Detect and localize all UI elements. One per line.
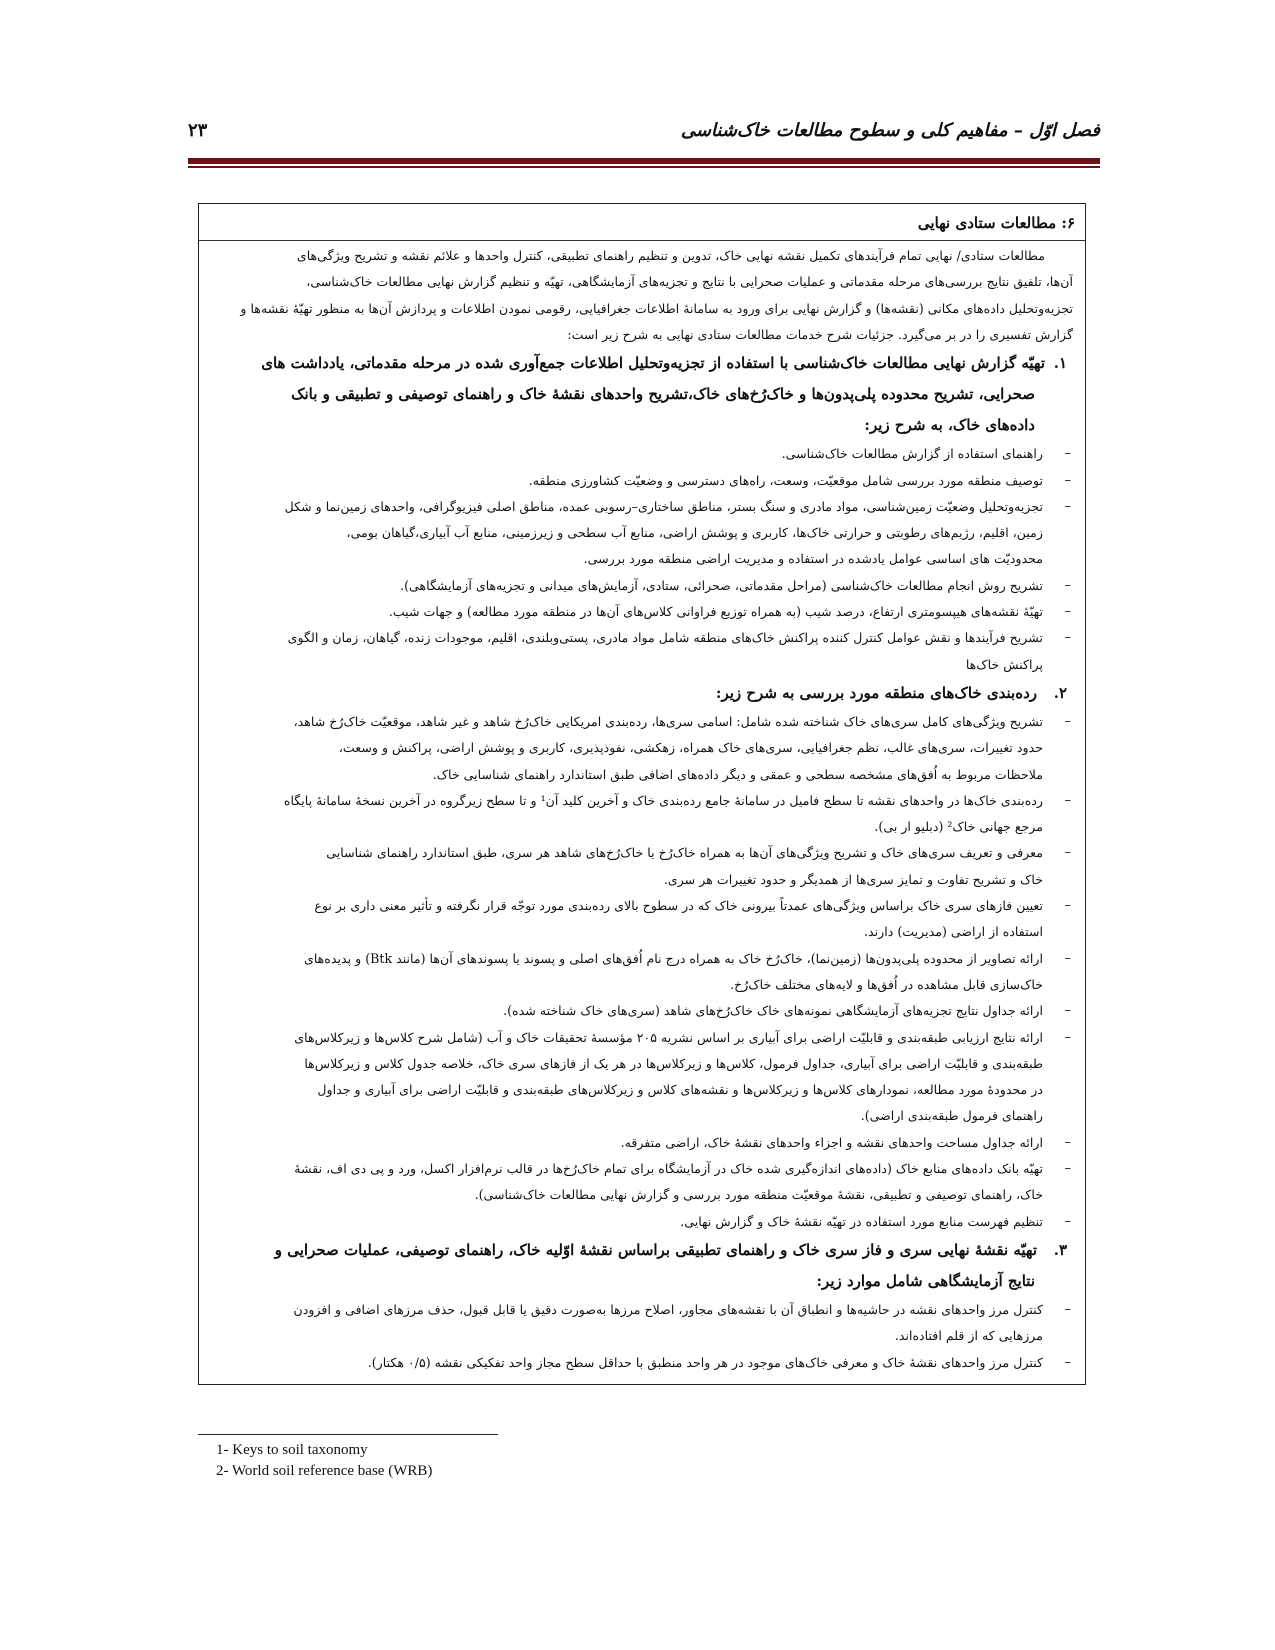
list-item-line: ارائه جداول نتایج تجزیه‌های آزمایشگاهی نمونه‌های خاک خاک‌رُخ‌های شاهد (سری‌های خاک شناخته شده).	[503, 1003, 1043, 1019]
list-item-line: تعیین فازهای سری خاک براساس ویژگی‌های عمدتاً بیرونی خاک که در سطوح بالای رده‌بندی مورد توجّه قرار نگرفته و تأثیر معنی داری بر نوع	[314, 898, 1043, 913]
list-item-line: رده‌بندی خاک‌ها در واحدهای نقشه تا سطح فامیل در سامانهٔ جامع رده‌بندی خاک و آخرین کلید آن¹ و تا سطح زیرگروه در آخرین نسخهٔ سامانهٔ پایگاه	[283, 792, 1043, 808]
intro-line: مطالعات ستادی/ نهایی تمام فرآیندهای تکمیل نقشه نهایی خاک، تدوین و تنظیم راهنمای تطبیقی، کنترل واحدها و علائم نقشه و تشریح ویژگی‌های	[296, 248, 1045, 263]
list-bullet: –	[1064, 498, 1071, 514]
header-rule-thick	[188, 158, 1100, 164]
list-item-line: کنترل مرز واحدهای نقشه در حاشیه‌ها و انطباق آن با نقشه‌های مجاور، اصلاح مرزها به‌صورت دقیق یا قابل قبول، حذف مرزهای اضافی و افزودن	[293, 1301, 1043, 1317]
list-bullet: –	[1064, 1161, 1071, 1176]
list-item-line: تشریح روش انجام مطالعات خاک‌شناسی (مراحل مقدماتی، صحرائی، ستادی، آزمایش‌های میدانی و تجزیه‌های آزمایشگاهی).	[400, 577, 1043, 593]
list-item-line: تنظیم فهرست منابع مورد استفاده در تهیّه نقشهٔ خاک و گزارش نهایی.	[680, 1213, 1043, 1229]
list-item-line: محدودیّت های اساسی عوامل یادشده در استفاده و مدیریت اراضی منطقه مورد بررسی.	[583, 551, 1043, 567]
list-bullet: –	[1064, 950, 1071, 966]
footnote-2: 2- World soil reference base (WRB)	[216, 1463, 433, 1479]
list-item-line: راهنمای استفاده از گزارش مطالعات خاک‌شناسی.	[781, 446, 1043, 462]
box-title: ۶: مطالعات ستادی نهایی	[917, 214, 1075, 232]
list-item-line: تشریح ویژگی‌های کامل سری‌های خاک شناخته شده شامل: اسامی سری‌ها، رده‌بندی امریکایی خاک‌رُخ شاهد و غیر شاهد، موقعیّت خاک‌رُخ شاهد،	[293, 713, 1043, 729]
list-item-line: خاک‌سازی قابل مشاهده در اُفق‌ها و لایه‌های مختلف خاک‌رُخ.	[730, 976, 1043, 992]
list-item-line: طبقه‌بندی و قابلیّت اراضی برای آبیاری، جداول فرمول، کلاس‌ها و زیرکلاس‌ها در هر یک از فازهای سری خاک، خلاصه جدول کلاس و زیرکلاس‌ها	[304, 1055, 1043, 1071]
list-bullet: –	[1064, 1354, 1071, 1370]
page-header	[188, 118, 1100, 148]
section-heading-line: نتایج آزمایشگاهی شامل موارد زیر:	[816, 1271, 1035, 1290]
intro-line: گزارش تفسیری را در بر می‌گیرد. جزئیات شرح خدمات مطالعات ستادی نهایی به شرح زیر است:	[567, 326, 1073, 342]
list-item-line: خاک، راهنمای توصیفی و تطبیقی، نقشهٔ موقعیّت منطقه مورد بررسی و گزارش نهایی مطالعات خاک‌شناسی).	[474, 1187, 1043, 1203]
running-title: فصل اوّل – مفاهیم کلی و سطوح مطالعات خاک‌شناسی	[680, 120, 1100, 141]
list-bullet: –	[1064, 630, 1071, 646]
list-bullet: –	[1064, 1029, 1071, 1045]
list-item-line: تهیّه بانک داده‌های منابع خاک (داده‌های اندازه‌گیری شده خاک در آزمایشگاه برای تمام خاک‌رُخ‌ها در قالب نرم‌افزار اکسل، ورد و پی دی اف، نقشهٔ	[294, 1161, 1043, 1176]
list-item-line: تشریح فرآیندها و نقش عوامل کنترل کننده پراکنش خاک‌های منطقه شامل مواد مادری، پستی‌وبلندی، اقلیم، موجودات زنده، گیاهان، زمان و الگوی	[287, 630, 1043, 646]
intro-line: تجزیه‌وتحلیل داده‌های مکانی (نقشه‌ها) و گزارش نهایی برای ورود به سامانهٔ اطلاعات جغرافیایی، رقومی نمودن اطلاعات و پردازش آن‌ها به منظور تهیّهٔ نقشه‌ها و	[240, 300, 1073, 316]
section-number: ۲.	[1053, 683, 1067, 702]
list-item-line: حدود تغییرات، سری‌های غالب، نظم جغرافیایی، سری‌های خاک همراه، زهکشی، نفوذپذیری، کاربری و پوشش اراضی، پراکنش و وسعت،	[338, 740, 1043, 756]
section-heading-line: تهیّه گزارش نهایی مطالعات خاک‌شناسی با استفاده از تجزیه‌وتحلیل اطلاعات جمع‌آوری شده در مرحله مقدماتی، یادداشت های	[261, 354, 1045, 373]
page-number: ۲۳	[188, 120, 208, 141]
footnote-1: 1- Keys to soil taxonomy	[216, 1442, 368, 1458]
intro-line: آن‌ها، تلفیق نتایج بررسی‌های مرحله مقدماتی و عملیات صحرایی با نتایج و تجزیه‌های آزمایشگاهی، تهیّه و تنظیم گزارش نهایی مطالعات خاک‌شناسی،	[306, 274, 1073, 290]
list-item-line: ارائه جداول مساحت واحدهای نقشه و اجزاء واحدهای نقشهٔ خاک، اراضی متفرقه.	[620, 1134, 1043, 1150]
section-heading-line: رده‌بندی خاک‌های منطقه مورد بررسی به شرح زیر:	[715, 683, 1037, 702]
list-item-line: ارائه تصاویر از محدوده پلی‌پدون‌ها (زمین‌نما)، خاک‌رُخ خاک به همراه درج نام اُفق‌های اصلی و پسوند یا پسوندهای آن‌ها (مانند Btk) و پدیده‌های	[303, 950, 1043, 966]
list-item-line: تجزیه‌وتحلیل وضعیّت زمین‌شناسی، مواد مادری و سنگ بستر، مناطق ساختاری–رسوبی عمده، مناطق اصلی فیزیوگرافی، واحدهای زمین‌نما و شکل	[284, 498, 1043, 514]
list-item-line: ملاحظات مربوط به اُفق‌های مشخصه سطحی و عمقی و دیگر داده‌های اضافی طبق استاندارد راهنمای شناسایی خاک.	[432, 766, 1043, 782]
list-item-line: تهیّهٔ نقشه‌های هیپسومتری ارتفاع، درصد شیب (به همراه توزیع فراوانی کلاس‌های آن‌ها در منطقه مورد مطالعه) و جهات شیب.	[388, 604, 1043, 619]
list-item-line: توصیف منطقه مورد بررسی شامل موقعیّت، وسعت، راه‌های دسترسی و وضعیّت کشاورزی منطقه.	[528, 472, 1043, 488]
list-bullet: –	[1064, 472, 1071, 488]
list-bullet: –	[1064, 604, 1071, 619]
list-item-line: زمین، اقلیم، رژیم‌های رطوبتی و حرارتی خاک‌ها، کاربری و پوشش اراضی، منابع آب سطحی و زیرزمینی، منابع آب آبیاری،گیاهان بومی،	[346, 525, 1043, 541]
list-item-line: پراکنش خاک‌ها	[965, 656, 1043, 672]
list-bullet: –	[1064, 713, 1071, 729]
list-bullet: –	[1064, 845, 1071, 861]
list-bullet: –	[1064, 1213, 1071, 1229]
list-bullet: –	[1064, 446, 1071, 462]
list-item-line: راهنمای فرمول طبقه‌بندی اراضی).	[860, 1108, 1043, 1124]
section-number: ۱.	[1053, 354, 1067, 373]
list-item-line: ارائه نتایج ارزیابی طبقه‌بندی و قابلیّت اراضی برای آبیاری بر اساس نشریه ۲۰۵ مؤسسهٔ تحقیقات خاک و آب (شامل شرح کلاس‌ها و زیرکلاس‌های	[294, 1029, 1043, 1045]
header-rule-thin	[188, 166, 1100, 168]
list-item-line: استفاده از اراضی (مدیریت) دارند.	[864, 924, 1043, 940]
list-bullet: –	[1064, 577, 1071, 593]
list-bullet: –	[1064, 1301, 1071, 1317]
list-item-line: در محدودهٔ مورد مطالعه، نمودارهای کلاس‌ها و زیرکلاس‌ها و نقشه‌های کلاس و زیرکلاس‌های طبقه‌بندی و قابلیّت اراضی برای آبیاری و جداول	[317, 1082, 1043, 1098]
section-heading-line: داده‌های خاک، به شرح زیر:	[864, 416, 1035, 435]
list-item-line: مرجع جهانی خاک² (دبلیو ار بی).	[874, 819, 1043, 835]
box-title-rule	[199, 240, 1085, 241]
list-bullet: –	[1064, 898, 1071, 913]
footnote-rule	[198, 1434, 498, 1435]
list-item-line: معرفی و تعریف سری‌های خاک و تشریح ویژگی‌های آن‌ها به همراه خاک‌رُخ یا خاک‌رُخ‌های شاهد هر سری، طبق استاندارد راهنمای شناسایی	[326, 845, 1043, 861]
list-item-line: مرزهایی که از قلم افتاده‌اند.	[894, 1328, 1043, 1344]
list-bullet: –	[1064, 792, 1071, 808]
section-heading-line: تهیّه نقشهٔ نهایی سری و فاز سری خاک و راهنمای تطبیقی براساس نقشهٔ اوّلیه خاک، راهنمای توصیفی، عملیات صحرایی و	[274, 1240, 1037, 1259]
section-number: ۳.	[1053, 1240, 1067, 1259]
list-bullet: –	[1064, 1134, 1071, 1150]
content-box	[198, 203, 1086, 1385]
list-item-line: خاک و تشریح تفاوت و تمایز سری‌ها از همدیگر و حدود تغییرات هر سری.	[663, 871, 1043, 887]
list-item-line: کنترل مرز واحدهای نقشهٔ خاک و معرفی خاک‌های موجود در هر واحد منطبق با حداقل سطح مجاز واحد تفکیکی نقشه (۰/۵ هکتار).	[367, 1354, 1043, 1370]
section-heading-line: صحرایی، تشریح محدوده پلی‌پدون‌ها و خاک‌رُخ‌های خاک،تشریح واحدهای نقشهٔ خاک و راهنمای توصیفی و تطبیقی و بانک	[291, 385, 1035, 404]
list-bullet: –	[1064, 1003, 1071, 1019]
